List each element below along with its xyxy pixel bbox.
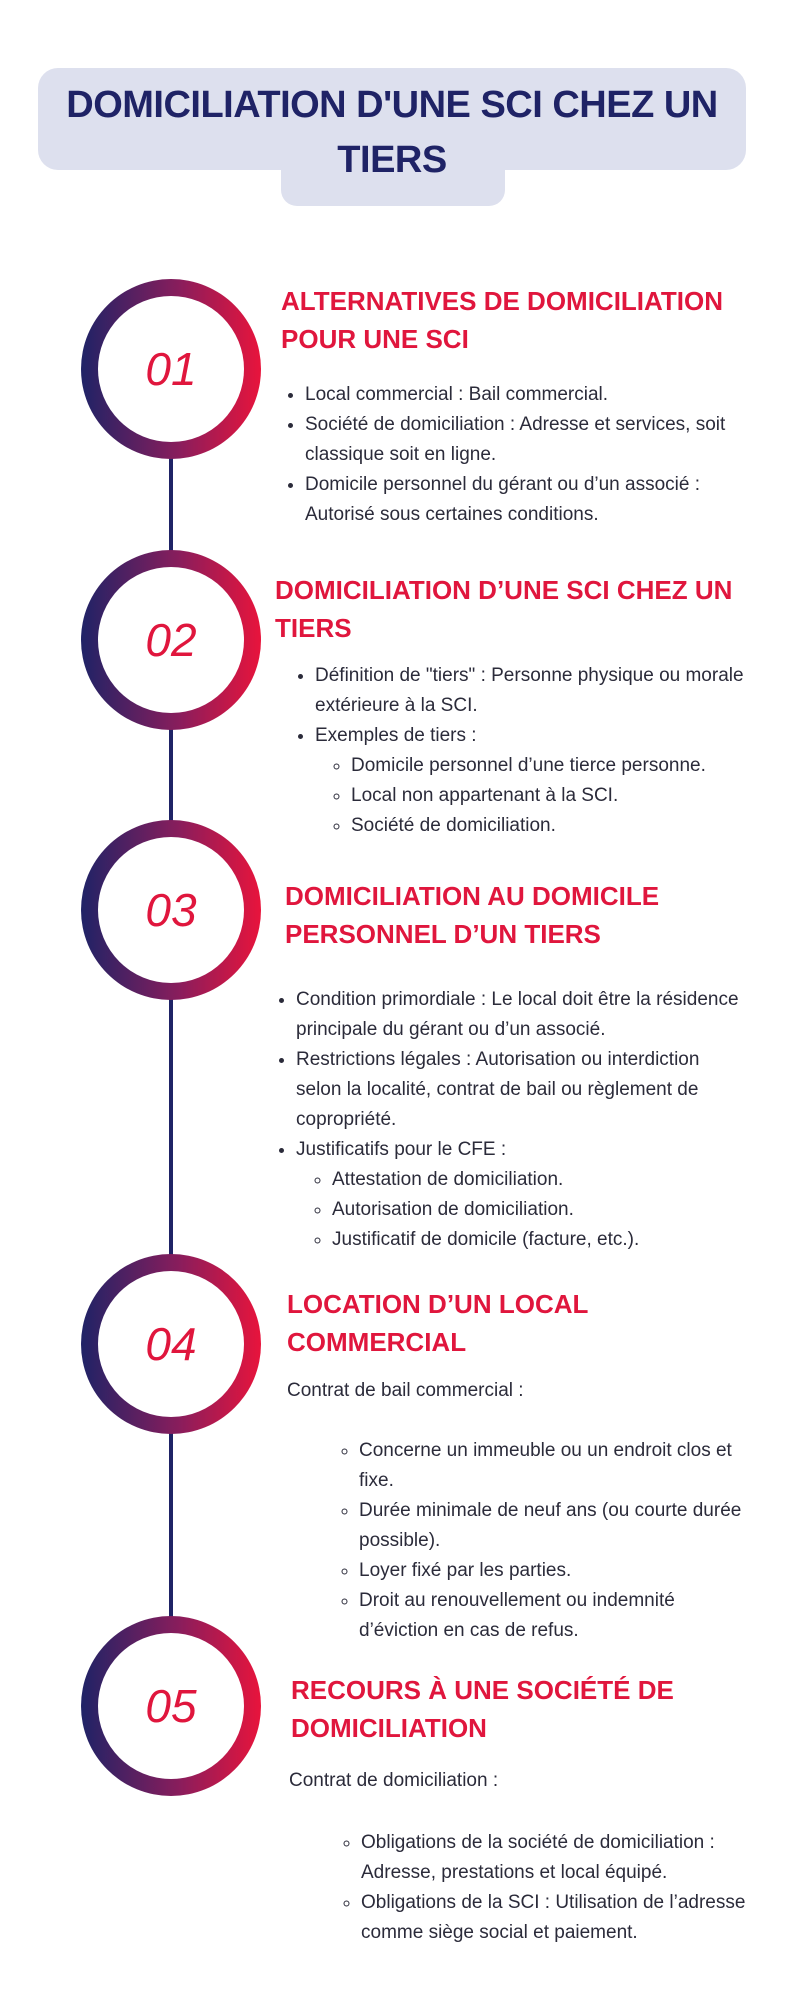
sub-bullet-item: ◦ Obligations de la société de domiciliation : Adresse, prestations et local équipé. xyxy=(361,1828,789,1888)
sub-bullet-item: ◦ Loyer fixé par les parties. xyxy=(359,1556,759,1586)
bullet-item: • Domicile personnel du gérant ou d’un associé : Autorisé sous certaines conditions. xyxy=(305,470,753,530)
section-body xyxy=(283,380,753,530)
section-body xyxy=(289,1766,789,1948)
timeline-connector xyxy=(169,456,173,554)
sub-bullet-item: ◦ Local non appartenant à la SCI. xyxy=(351,781,763,811)
sub-bullet-item: ◦ Société de domiciliation. xyxy=(351,811,763,841)
step-circle-04 xyxy=(81,1254,261,1434)
section-heading: RECOURS À UNE SOCIÉTÉ DE DOMICILIATION xyxy=(291,1675,674,1743)
sub-bullet-item: ◦ Concerne un immeuble ou un endroit clos et fixe. xyxy=(359,1436,759,1496)
section-heading: ALTERNATIVES DE DOMICILIATION POUR UNE SCI xyxy=(281,286,723,354)
section-body xyxy=(287,1376,757,1646)
step-number: 05 xyxy=(145,1680,197,1732)
step-number: 03 xyxy=(145,884,197,936)
sub-bullet-item: ◦ Attestation de domiciliation. xyxy=(332,1165,744,1195)
step-number: 02 xyxy=(145,614,197,666)
sub-bullet-item: ◦ Autorisation de domiciliation. xyxy=(332,1195,744,1225)
bullet-item xyxy=(296,1135,744,1255)
bullet-text: Exemples de tiers : xyxy=(315,725,477,746)
step-circle-05 xyxy=(81,1616,261,1796)
bullet-item xyxy=(315,721,763,841)
page-title: DOMICILIATION D'UNE SCI CHEZ UN TIERS xyxy=(66,84,718,181)
sub-bullet-item: ◦ Durée minimale de neuf ans (ou courte durée possible). xyxy=(359,1496,759,1556)
timeline-connector xyxy=(169,727,173,824)
section-heading: DOMICILIATION D’UNE SCI CHEZ UN TIERS xyxy=(275,575,733,643)
timeline-connector xyxy=(169,997,173,1257)
sub-bullet-item: ◦ Justificatif de domicile (facture, etc.). xyxy=(332,1225,744,1255)
sub-bullet-item: ◦ Domicile personnel d’une tierce personne. xyxy=(351,751,763,781)
timeline-connector xyxy=(169,1431,173,1619)
section-body xyxy=(274,985,744,1255)
bullet-item: • Condition primordiale : Le local doit être la résidence principale du gérant ou d’un associé. xyxy=(296,985,744,1045)
section-intro: Contrat de bail commercial : xyxy=(287,1380,524,1401)
section-intro: Contrat de domiciliation : xyxy=(289,1770,499,1791)
sub-bullet-item: ◦ Obligations de la SCI : Utilisation de l’adresse comme siège social et paiement. xyxy=(361,1888,789,1948)
section-heading: LOCATION D’UN LOCAL COMMERCIAL xyxy=(287,1289,588,1357)
section-heading: DOMICILIATION AU DOMICILE PERSONNEL D’UN TIERS xyxy=(285,881,660,949)
sub-bullet-item: ◦ Droit au renouvellement ou indemnité d’éviction en cas de refus. xyxy=(359,1586,759,1646)
step-number: 01 xyxy=(145,343,197,395)
step-number: 04 xyxy=(145,1318,197,1370)
bullet-item: • Société de domiciliation : Adresse et services, soit classique soit en ligne. xyxy=(305,410,753,470)
step-circle-03 xyxy=(81,820,261,1000)
bullet-text: Justificatifs pour le CFE : xyxy=(296,1139,507,1160)
step-circle-02 xyxy=(81,550,261,730)
bullet-item: • Définition de "tiers" : Personne physique ou morale extérieure à la SCI. xyxy=(315,661,763,721)
step-circle-01 xyxy=(81,279,261,459)
bullet-item: • Restrictions légales : Autorisation ou interdiction selon la localité, contrat de bail ou règlement de copropriété. xyxy=(296,1045,744,1135)
section-body xyxy=(293,661,763,841)
bullet-item: • Local commercial : Bail commercial. xyxy=(305,380,753,410)
